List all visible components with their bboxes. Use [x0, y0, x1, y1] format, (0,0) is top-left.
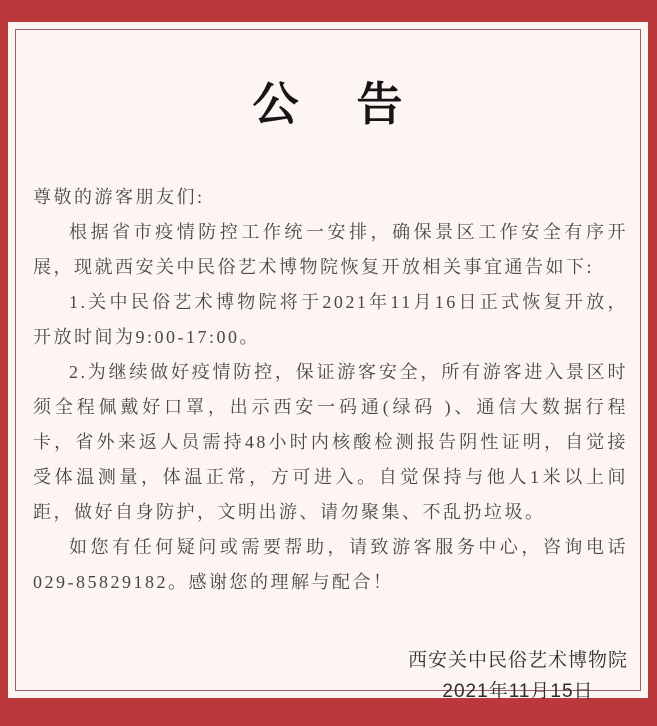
- signature-date: 2021年11月15日: [442, 681, 594, 702]
- notice-title: 公 告: [252, 78, 409, 130]
- notice-body: [33, 180, 628, 600]
- salutation: 尊敬的游客朋友们:: [33, 187, 205, 207]
- paragraph-item-2: 2.为继续做好疫情防控，保证游客安全，所有游客进入景区时须全程佩戴好口罩，出示西安一码通(绿码 )、通信大数据行程卡，省外来返人员需持48小时内核酸检测报告阴性证明，自觉接受体温测量，体温正常，方可进入。自觉保持与他人1米以上间距，做好自身防护，文明出游、请勿聚集、不乱扔垃圾。: [33, 362, 628, 522]
- paragraph-item-1: 1.关中民俗艺术博物院将于2021年11月16日正式恢复开放，开放时间为9:00-17:00。: [33, 292, 628, 347]
- notice-panel: [8, 22, 648, 702]
- paragraph-intro: 根据省市疫情防控工作统一安排，确保景区工作安全有序开展，现就西安关中民俗艺术博物院恢复开放相关事宜通告如下:: [33, 222, 628, 277]
- signature-name: 西安关中民俗艺术博物院: [407, 650, 628, 671]
- inner-border-frame: [15, 29, 641, 702]
- signature-block: [408, 646, 628, 708]
- paragraph-contact: 如您有任何疑问或需要帮助，请致游客服务中心，咨询电话029-85829182。感谢您的理解与配合！: [33, 537, 628, 592]
